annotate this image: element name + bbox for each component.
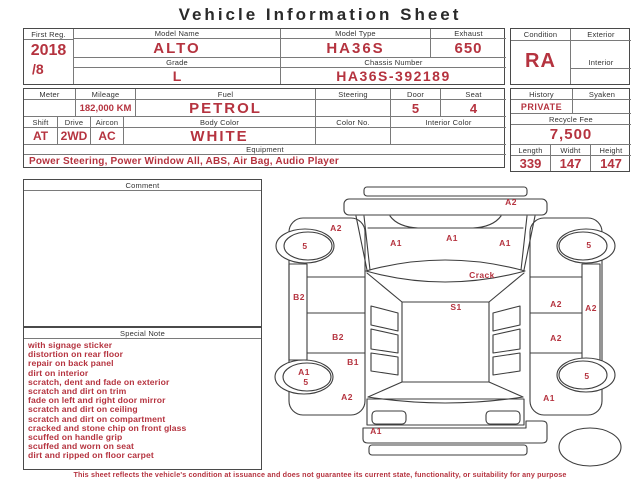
front-bumper	[344, 199, 547, 215]
recycle-fee-value: 7,500	[511, 125, 631, 145]
chassis-number-label: Chassis Number	[281, 58, 506, 68]
mileage-label: Mileage	[76, 89, 136, 100]
left-front-wheel	[276, 229, 334, 263]
damage-code-label: 5	[303, 377, 309, 387]
equipment-label: Equipment	[24, 145, 506, 155]
door-value: 5	[391, 100, 441, 117]
right-rear-wheel	[557, 358, 615, 392]
damage-code-label: 5	[302, 241, 308, 251]
damage-code-label: A1	[446, 233, 458, 243]
mileage-value: 182,000 KM	[76, 100, 136, 117]
footer-disclaimer: This sheet reflects the vehicle's condition at issuance and does not guarantee its current state, functionality, or suitability for any purpose	[73, 470, 567, 479]
syaken-value	[573, 100, 631, 114]
special-note-line: scuffed on handle grip	[28, 432, 123, 443]
damage-code-label: A1	[370, 426, 382, 436]
color-no-value	[316, 128, 391, 145]
special-note-line: scratch and dirt on trim	[28, 386, 127, 397]
vehicle-id-table	[23, 28, 505, 85]
roof-panel	[402, 302, 489, 382]
interior-color-label: Interior Color	[391, 117, 506, 128]
comment-value	[24, 191, 261, 326]
body-color-label: Body Color	[124, 117, 316, 128]
first-reg-cell	[24, 29, 74, 84]
condition-value: RA	[511, 41, 571, 84]
exterior-label: Exterior	[571, 29, 631, 41]
model-type-label: Model Type	[281, 29, 431, 39]
seat-value: 4	[441, 100, 506, 117]
exhaust-label: Exhaust	[431, 29, 506, 39]
shift-value: AT	[24, 128, 58, 145]
drive-value: 2WD	[58, 128, 91, 145]
front-plate-bar	[364, 187, 527, 196]
special-note-line: with signage sticker	[28, 340, 113, 350]
body-color-value: WHITE	[124, 128, 316, 145]
right-front-wheel	[557, 229, 615, 263]
model-name-value: ALTO	[74, 39, 281, 58]
damage-code-label: S1	[450, 302, 462, 312]
special-note-line: scratch and dirt on compartment	[28, 413, 166, 424]
height-value: 147	[600, 156, 622, 171]
special-note-line: repair on back panel	[28, 358, 114, 369]
special-note-box	[23, 327, 262, 470]
history-table	[510, 88, 630, 172]
length-value: 339	[511, 156, 551, 171]
condition-table	[510, 28, 630, 85]
damage-code-label: A2	[585, 303, 597, 313]
comment-box	[23, 179, 262, 327]
damage-code-label: A1	[390, 238, 402, 248]
special-note-line: dirt on interior	[28, 367, 89, 378]
drive-label: Drive	[58, 117, 91, 128]
page-title: Vehicle Information Sheet	[178, 5, 462, 24]
right-headlight	[473, 216, 501, 228]
seat-label: Seat	[441, 89, 506, 100]
interior-label: Interior	[571, 57, 631, 69]
meter-value	[24, 100, 76, 117]
left-rocker-panel	[289, 264, 307, 360]
height-label: Height	[591, 145, 631, 156]
first-reg-label: First Reg.	[24, 29, 73, 40]
damage-code-label: A2	[330, 223, 342, 233]
windshield	[366, 260, 525, 282]
recycle-fee-label: Recycle Fee	[511, 114, 631, 125]
color-no-label: Color No.	[316, 117, 391, 128]
damage-code-label: A2	[341, 392, 353, 402]
damage-code-label: 5	[586, 240, 592, 250]
history-label: History	[511, 89, 573, 100]
condition-label: Condition	[511, 29, 571, 41]
fuel-label: Fuel	[136, 89, 316, 100]
left-taillight	[372, 411, 406, 424]
spare-tire-circle	[559, 428, 621, 466]
steering-label: Steering	[316, 89, 391, 100]
special-note-label: Special Note	[24, 328, 261, 339]
damage-code-label: Crack	[469, 270, 495, 280]
right-taillight	[486, 411, 520, 424]
damage-code-label: A2	[550, 333, 562, 343]
left-headlight	[390, 216, 418, 228]
width-label: Widht	[551, 145, 591, 156]
exhaust-value: 650	[431, 39, 506, 58]
left-rear-wheel	[275, 360, 333, 394]
damage-code-label: A2	[505, 197, 517, 207]
right-rocker-panel	[582, 264, 600, 360]
special-note-line: scratch, dent and fade on exterior	[28, 376, 170, 387]
rear-window	[368, 397, 523, 403]
meter-label: Meter	[24, 89, 76, 100]
car-damage-diagram	[268, 178, 638, 470]
special-note-line: scuffed and worn on seat	[28, 441, 135, 452]
aircon-value: AC	[91, 128, 124, 145]
rear-plate-bar	[369, 445, 527, 455]
width-value: 147	[551, 156, 591, 171]
history-value: PRIVATE	[511, 100, 573, 114]
damage-code-label: B1	[347, 357, 359, 367]
special-note-list	[24, 339, 261, 469]
damage-code-label: 5	[584, 371, 590, 381]
model-name-label: Model Name	[74, 29, 281, 39]
shift-label: Shift	[24, 117, 58, 128]
door-label: Door	[391, 89, 441, 100]
damage-code-label: A2	[550, 299, 562, 309]
special-note-line: dirt and ripped on floor carpet	[28, 450, 154, 461]
aircon-label: Aircon	[91, 117, 124, 128]
grade-label: Grade	[74, 58, 281, 68]
steering-value	[316, 100, 391, 117]
chassis-number-value: HA36S-392189	[336, 68, 451, 84]
model-type-value: HA36S	[281, 39, 431, 58]
length-label: Length	[511, 145, 551, 156]
exterior-value	[571, 41, 631, 57]
first-reg-month: /8	[32, 61, 44, 77]
comment-label: Comment	[24, 180, 261, 191]
special-note-line: scratch and dirt on ceiling	[28, 404, 138, 415]
equipment-value: Power Steering, Power Window All, ABS, Air Bag, Audio Player	[29, 156, 339, 167]
fuel-value: PETROL	[136, 100, 316, 117]
specs-table	[23, 88, 505, 168]
special-note-line: cracked and stone chip on front glass	[28, 422, 187, 433]
interior-value	[571, 69, 631, 84]
damage-code-label: A1	[543, 393, 555, 403]
syaken-label: Syaken	[573, 89, 631, 100]
interior-color-value	[391, 128, 506, 145]
special-note-line: distortion on rear floor	[28, 349, 124, 360]
damage-code-label: A1	[298, 367, 310, 377]
damage-code-label: B2	[293, 292, 305, 302]
damage-code-label: A1	[499, 238, 511, 248]
damage-code-label: B2	[332, 332, 344, 342]
special-note-line: fade on left and right door mirror	[28, 395, 166, 406]
first-reg-year: 2018	[30, 42, 67, 59]
grade-value: L	[74, 68, 281, 84]
